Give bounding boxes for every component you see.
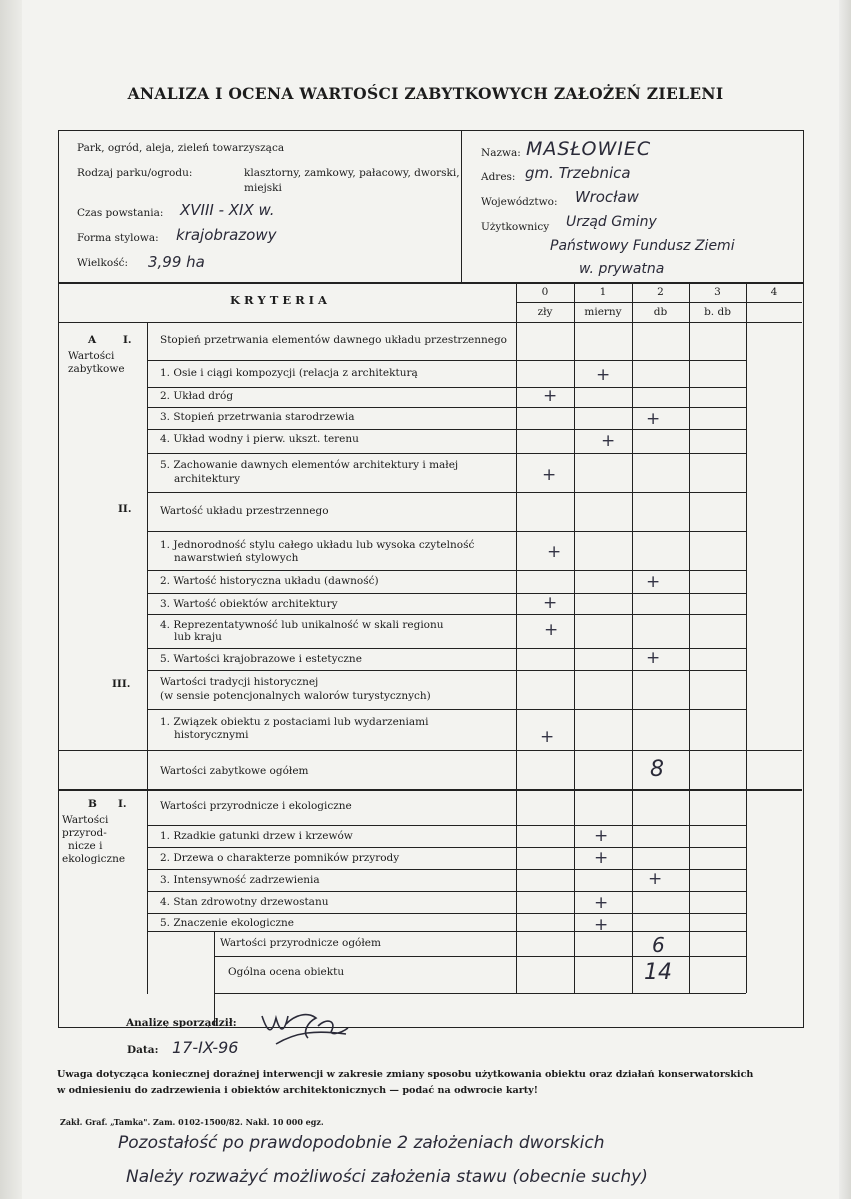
a-ii-line-2 — [147, 593, 746, 594]
uzytkownicy-value-1: Urząd Gminy — [566, 214, 657, 230]
a-i-line-4 — [147, 453, 746, 454]
overall-value: 14 — [644, 960, 672, 985]
a-i-line-2 — [147, 407, 746, 408]
b-line-3 — [147, 891, 746, 892]
a-total-value: 8 — [650, 757, 664, 782]
adres-label: Adres: — [481, 171, 516, 183]
section-b-name-2: przyrod- — [62, 827, 107, 839]
a-i-line-0 — [147, 360, 746, 361]
forma-value: krajobrazowy — [176, 226, 277, 244]
kryteria-label: K R Y T E R I A — [230, 293, 327, 307]
mark-b4: + — [544, 620, 559, 640]
col-line-2 — [632, 283, 633, 993]
a-iii-item-1b: historycznymi — [174, 729, 249, 741]
rodzaj-options: klasztorny, zamkowy, pałacowy, dworski, — [244, 167, 460, 179]
section-a-name-1: Wartości — [68, 350, 115, 362]
a-ii-item-4: 4. Reprezentatywność lub unikalność w skali regionu — [160, 619, 444, 631]
col-line-4 — [746, 283, 747, 993]
mark-b2: + — [646, 572, 661, 592]
b-line-5 — [147, 931, 746, 932]
col-line-1 — [574, 283, 575, 993]
mark-a4: + — [601, 431, 616, 451]
uwaga-line-1: Uwaga dotycząca koniecznej doraźnej interwencji w zakresie zmiany sposobu użytkowania obiektu oraz działań konserwatorskich — [57, 1069, 754, 1080]
a-i-item-4: 4. Układ wodny i pierw. ukszt. terenu — [160, 433, 359, 445]
wielkosc-value: 3,99 ha — [148, 253, 205, 271]
form-title: ANALIZA I OCENA WARTOŚCI ZABYTKOWYCH ZAŁOŻEŃ ZIELENI — [127, 84, 724, 103]
uzytkownicy-value-2: Państwowy Fundusz Ziemi — [550, 238, 735, 254]
uzytkownicy-label: Użytkownicy — [481, 221, 550, 233]
mark-b1: + — [547, 542, 562, 562]
type-line: Park, ogród, aleja, zieleń towarzysząca — [77, 142, 285, 154]
a-total-line — [59, 789, 802, 791]
section-a-letter: A — [88, 334, 97, 346]
b-total-line — [214, 956, 746, 957]
signature — [256, 1004, 366, 1048]
header-divider — [461, 131, 462, 282]
a-ii-line-1 — [147, 570, 746, 571]
uzytkownicy-value-3: w. prywatna — [579, 261, 665, 277]
col-head-0: 0 — [541, 286, 549, 298]
a-ii-item-5: 5. Wartości krajobrazowe i estetyczne — [160, 653, 362, 665]
section-a-roman: I. — [123, 334, 132, 346]
section-b-roman: I. — [118, 798, 127, 810]
a-i-item-3: 3. Stopień przetrwania starodrzewia — [160, 411, 355, 423]
section-b-name-4: ekologiczne — [62, 853, 126, 865]
total-left-line — [214, 931, 215, 1026]
a-i-line-1 — [147, 387, 746, 388]
rodzaj-options-2: miejski — [244, 182, 282, 194]
b-total-label: Wartości przyrodnicze ogółem — [220, 937, 381, 949]
handwritten-note-2: Należy rozważyć możliwości założenia stawu (obecnie suchy) — [126, 1167, 648, 1187]
mark-a5: + — [542, 465, 557, 485]
a-total-label: Wartości zabytkowe ogółem — [160, 765, 309, 777]
data-value: 17-IX-96 — [172, 1038, 239, 1057]
a-i-line-5 — [147, 492, 746, 493]
a-iii-roman: III. — [112, 678, 131, 690]
section-a-name-2: zabytkowe — [68, 363, 125, 375]
a-ii-item-3: 3. Wartość obiektów architektury — [160, 598, 338, 610]
sporzadzil-label: Analizę sporządził: — [126, 1017, 237, 1029]
print-info: Zakł. Graf. „Tamka". Zam. 0102-1500/82. Nakł. 10 000 egz. — [60, 1117, 324, 1127]
a-i-item-1: 1. Osie i ciągi kompozycji (relacja z architekturą — [160, 367, 418, 379]
section-b-name-1: Wartości — [62, 814, 109, 826]
b-item-3: 3. Intensywność zadrzewienia — [160, 874, 320, 886]
a-ii-roman: II. — [118, 503, 132, 515]
section-b-letter: B — [88, 798, 97, 810]
b-title: Wartości przyrodnicze i ekologiczne — [160, 800, 352, 812]
czas-value: XVIII - XIX w. — [180, 201, 275, 219]
col-line-3 — [689, 283, 690, 993]
binder-edge — [0, 0, 22, 1199]
mark-d4: + — [594, 893, 609, 913]
a-ii-title: Wartość układu przestrzennego — [160, 505, 329, 517]
mark-d3: + — [648, 869, 663, 889]
a-iii-title-1: Wartości tradycji historycznej — [160, 676, 319, 688]
a-ii-line-3 — [147, 614, 746, 615]
mark-a1: + — [596, 365, 611, 385]
col-head-4: 4 — [770, 286, 778, 298]
rodzaj-label: Rodzaj parku/ogrodu: — [77, 167, 193, 179]
b-total-value: 6 — [652, 933, 665, 957]
b-line-0 — [147, 825, 746, 826]
section-b-name-3: nicze i — [68, 840, 103, 852]
col-label-2: db — [653, 306, 668, 318]
a-ii-item-1b: nawarstwień stylowych — [174, 552, 299, 564]
a-ii-item-2: 2. Wartość historyczna układu (dawność) — [160, 575, 379, 587]
col-line-left — [147, 322, 148, 994]
a-iii-line-1 — [59, 750, 802, 751]
a-ii-line-0 — [147, 531, 746, 532]
mark-a3: + — [646, 409, 661, 429]
overall-line — [214, 993, 746, 994]
col-label-1: mierny — [584, 306, 622, 318]
col-head-1: 1 — [599, 286, 607, 298]
col-label-3: b. db — [704, 306, 731, 318]
adres-value: gm. Trzebnica — [525, 164, 631, 182]
a-ii-item-4b: lub kraju — [174, 631, 222, 643]
b-item-4: 4. Stan zdrowotny drzewostanu — [160, 896, 329, 908]
col-head-3: 3 — [714, 286, 721, 298]
a-iii-line-0 — [147, 709, 746, 710]
col-line-0 — [516, 283, 517, 993]
nazwa-value: MASŁOWIEC — [526, 138, 652, 160]
a-i-item-5: 5. Zachowanie dawnych elementów architektury i małej — [160, 459, 459, 471]
b-item-2: 2. Drzewa o charakterze pomników przyrody — [160, 852, 400, 864]
uwaga-line-2: w odniesieniu do zadrzewienia i obiektów architektonicznych — podać na odwrocie karty! — [57, 1085, 538, 1096]
header-bottom-line — [59, 322, 802, 323]
a-i-line-3 — [147, 429, 746, 430]
col-head-2: 2 — [657, 286, 664, 298]
a-ii-line-5 — [147, 670, 746, 671]
page-edge-shadow — [839, 0, 851, 1199]
handwritten-note-1: Pozostałość po prawdopodobnie 2 założeniach dworskich — [118, 1133, 605, 1153]
mark-d1: + — [594, 826, 609, 846]
a-i-item-2: 2. Układ dróg — [160, 390, 234, 402]
b-line-1 — [147, 847, 746, 848]
mark-b5: + — [646, 648, 661, 668]
wielkosc-label: Wielkość: — [77, 257, 129, 269]
col-label-0: zły — [537, 306, 553, 318]
nazwa-label: Nazwa: — [481, 147, 521, 159]
header-mid-line — [516, 302, 802, 303]
a-i-item-5b: architektury — [174, 473, 241, 485]
b-item-1: 1. Rzadkie gatunki drzew i krzewów — [160, 830, 353, 842]
mark-d2: + — [594, 848, 609, 868]
wojewodztwo-value: Wrocław — [575, 188, 639, 206]
b-item-5: 5. Znaczenie ekologiczne — [160, 917, 295, 929]
czas-label: Czas powstania: — [77, 207, 164, 219]
overall-label: Ogólna ocena obiektu — [228, 966, 345, 978]
a-ii-item-1: 1. Jednorodność stylu całego układu lub wysoka czytelność — [160, 539, 475, 551]
data-label: Data: — [127, 1044, 159, 1056]
mark-d5: + — [594, 915, 609, 935]
mark-a2: + — [543, 386, 558, 406]
wojewodztwo-label: Województwo: — [481, 196, 558, 208]
a-iii-item-1: 1. Związek obiektu z postaciami lub wydarzeniami — [160, 716, 429, 728]
a-iii-title-2: (w sensie potencjonalnych walorów turystycznych) — [160, 690, 431, 702]
mark-b3: + — [543, 593, 558, 613]
a-i-title: Stopień przetrwania elementów dawnego układu przestrzennego — [160, 334, 507, 346]
b-line-4 — [147, 913, 746, 914]
forma-label: Forma stylowa: — [77, 232, 159, 244]
mark-c1: + — [540, 727, 555, 747]
